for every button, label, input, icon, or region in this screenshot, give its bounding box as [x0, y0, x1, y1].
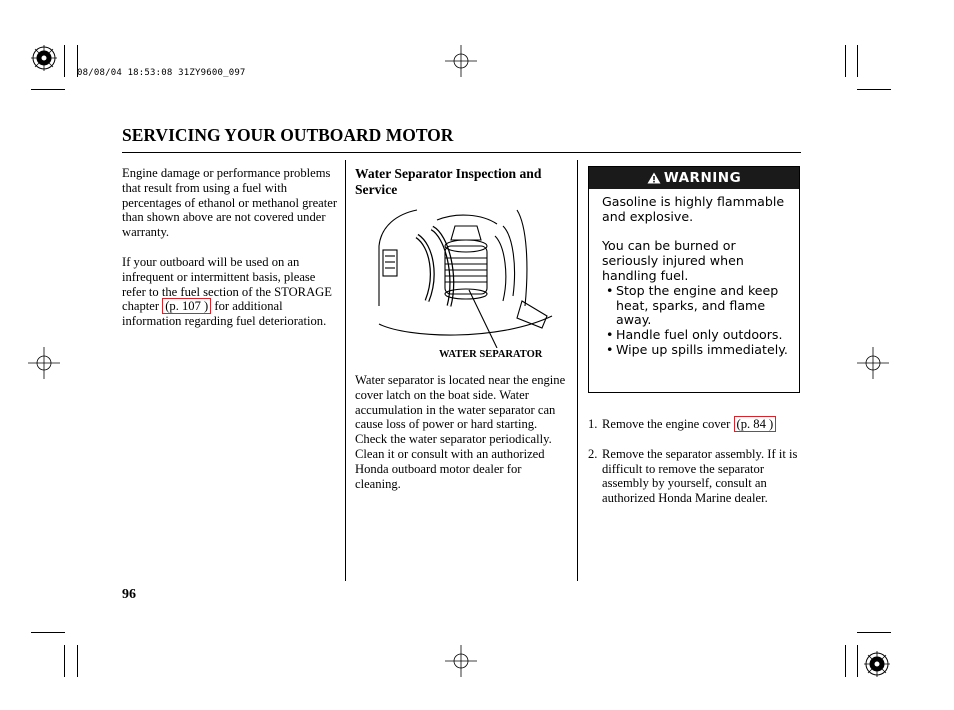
warning-bullet: • Stop the engine and keep heat, sparks, and flame away. [616, 284, 791, 328]
warning-bullet: • Handle fuel only outdoors. [616, 328, 791, 343]
subsection-heading: Water Separator Inspection and Service [355, 166, 542, 197]
middle-body [355, 373, 569, 506]
warning-header [589, 167, 799, 189]
registration-sunburst-icon [31, 45, 57, 71]
registration-sunburst-icon [864, 651, 890, 677]
column-divider [577, 160, 578, 581]
print-slug: 08/08/04 18:53:08 31ZY9600_097 [77, 68, 246, 78]
water-separator-illustration [377, 206, 555, 348]
warning-line: Gasoline is highly flammable and explosive. [602, 194, 785, 224]
figure-caption: WATER SEPARATOR [439, 349, 543, 360]
warning-body [589, 189, 799, 358]
warning-box [588, 166, 800, 393]
warning-bullet: • Wipe up spills immediately. [616, 343, 791, 358]
step-item: 1. Remove the engine cover (p. 84 ) [588, 417, 800, 432]
procedure-steps [588, 417, 800, 521]
page-number: 96 [122, 587, 136, 602]
warning-bullets [602, 284, 791, 358]
page-reference-link[interactable]: (p. 84 ) [734, 416, 777, 432]
page-reference-link[interactable]: (p. 107 ) [162, 298, 211, 314]
left-column [122, 166, 338, 344]
ethanol-note: Engine damage or performance problems that result from using a fuel with percentages of ethanol or methanol greater than shown above are not covered under warranty. [122, 166, 338, 240]
separator-description: Water separator is located near the engine cover latch on the boat side. Water accumulation in the water separator can cause loss of power or hard starting. Check the water separator periodically. Clean it or consult with an authorized Honda outboard motor dealer for cleaning. [355, 373, 566, 491]
column-divider [345, 160, 346, 581]
section-title: SERVICING YOUR OUTBOARD MOTOR [122, 125, 454, 145]
header-rule [122, 152, 801, 153]
warning-triangle-icon [647, 172, 661, 184]
step-item: 2. Remove the separator assembly. If it is difficult to remove the separator assembly by yourself, consult an authorized Honda Marine dealer. [588, 446, 798, 506]
warning-line: You can be burned or seriously injured when handling fuel. [602, 238, 744, 283]
storage-note: If your outboard will be used on an infrequent or intermittent basis, please refer to the fuel section of the STORAGE chapter (p. 107 ) for additional information regarding fuel deterioration. [122, 254, 332, 329]
warning-label: WARNING [663, 170, 742, 186]
middle-column [355, 166, 569, 197]
